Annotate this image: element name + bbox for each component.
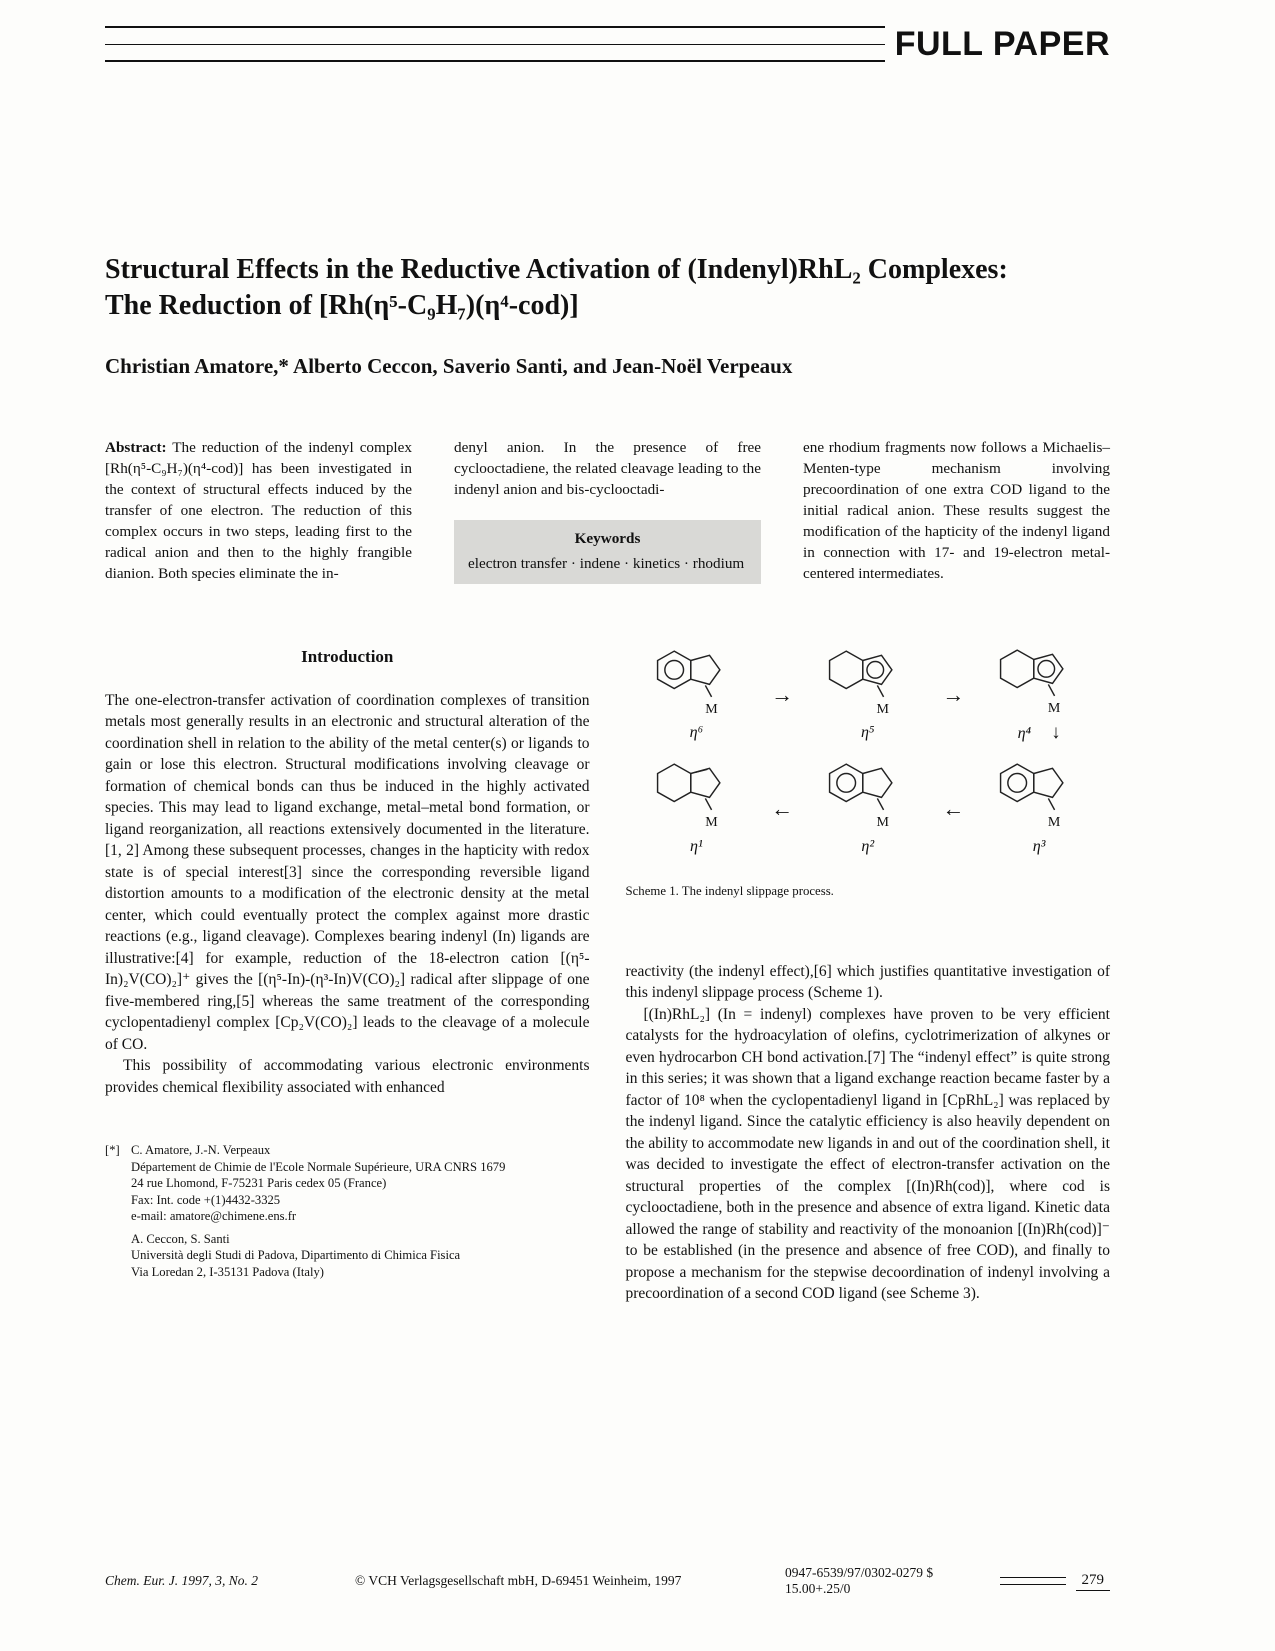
footnote-affil-1: Département de Chimie de l'Ecole Normale Supérieure, URA CNRS 1679 bbox=[131, 1159, 506, 1174]
hapticity-label-eta2: η² bbox=[861, 837, 875, 855]
scheme-1-grid bbox=[633, 646, 1103, 857]
keywords-title: Keywords bbox=[574, 530, 641, 547]
page-number-block bbox=[1000, 1572, 1111, 1591]
footnote-line bbox=[105, 1142, 590, 1159]
arrow-left-icon: ← bbox=[942, 795, 965, 821]
abstract-label: Abstract: bbox=[105, 439, 167, 456]
indenyl-structure-eta6 bbox=[633, 647, 760, 744]
main-body bbox=[105, 646, 1110, 1305]
page-header bbox=[105, 26, 1110, 62]
footnote-author-1: C. Amatore, J.-N. Verpeaux bbox=[131, 1143, 271, 1157]
abstract-col2-text: denyl anion. In the presence of free cyclooctadiene, the related cleavage leading to the indenyl anion and bis-cyclooctadi- bbox=[454, 439, 761, 498]
right-column bbox=[626, 646, 1111, 1305]
page-footer bbox=[105, 1565, 1110, 1597]
metal-label: M bbox=[876, 701, 889, 717]
arrow-right-icon: → bbox=[771, 682, 794, 708]
copyright-notice: © VCH Verlagsgesellschaft mbH, D-69451 Weinheim, 1997 bbox=[355, 1573, 682, 1588]
metal-label: M bbox=[1047, 701, 1061, 716]
footnote-email: e-mail: amatore@chimene.ens.fr bbox=[131, 1209, 297, 1223]
indene-skeleton-icon bbox=[648, 760, 744, 814]
metal-label: M bbox=[705, 815, 718, 830]
indenyl-structure-eta1 bbox=[633, 760, 760, 857]
body-paragraph-3: reactivity (the indenyl effect),[6] which justifies quantitative investigation of this indenyl slippage process (Scheme 1). bbox=[625, 962, 1110, 1001]
hapticity-label-eta4 bbox=[1018, 722, 1061, 745]
footnote-fax: Fax: Int. code +(1)4432-3325 bbox=[131, 1192, 281, 1207]
hapticity-label-eta5: η⁵ bbox=[860, 724, 875, 741]
header-rule-bottom bbox=[105, 60, 885, 62]
metal-label: M bbox=[705, 701, 718, 717]
arrow-right-icon: → bbox=[942, 682, 965, 708]
affiliation-footnote bbox=[105, 1142, 590, 1280]
footnote-address-2: Via Loredan 2, I-35131 Padova (Italy) bbox=[131, 1264, 324, 1279]
right-column-text bbox=[626, 961, 1111, 1305]
hapticity-label-eta1: η¹ bbox=[690, 837, 703, 855]
arrow-left-icon: ← bbox=[771, 795, 794, 821]
scheme-1-figure bbox=[626, 646, 1111, 903]
article-title-line2: The Reduction of [Rh(η⁵-C₉H₇)(η⁴-cod)] bbox=[105, 290, 579, 321]
indenyl-structure-eta2 bbox=[804, 760, 931, 857]
keywords-list: electron transfer · indene · kinetics · rhodium bbox=[468, 555, 745, 572]
indene-skeleton-icon bbox=[820, 647, 916, 701]
indene-skeleton-icon bbox=[991, 760, 1087, 814]
page-number: 279 bbox=[1076, 1572, 1111, 1591]
body-paragraph-4: [(In)RhL₂] (In = indenyl) complexes have proven to be very efficient catalysts for the hydroacylation of olefins, cyclotrimerization of alkynes or even hydrocarbon CH bond activation.[7] The “indenyl effect” is quite strong in this series; it was shown that a ligand exchange reaction became faster by a factor of 10⁸ when the cyclopentadienyl ligand in [CpRhL₂] was replaced by the indenyl ligand. Since the catalytic efficiency is also heavily dependent on the ability to accommodate new ligands in and out of the coordination shell, it was decided to investigate the effect of electron-transfer activation on the structural properties of the complex [(In)Rh(cod)], where cod is cyclooctadiene, both in the presence and absence of extra ligand. Kinetic data allowed the range of stability and reactivity of the monoanion [(In)Rh(cod)]⁻ to be established (in the presence and absence of free COD), and finally to propose a mechanism for the stepwise decoordination of indenyl involving a precoordination of a second COD ligand (see Scheme 3). bbox=[625, 1005, 1110, 1302]
arrow-down-icon: ↓ bbox=[1051, 721, 1061, 743]
metal-label: M bbox=[876, 815, 889, 830]
indenyl-structure-eta4 bbox=[975, 646, 1102, 744]
indenyl-structure-eta3 bbox=[975, 760, 1102, 857]
keywords-box bbox=[454, 520, 761, 584]
abstract-col1-text: The reduction of the indenyl complex [Rh(η⁵-C₉H₇)(η⁴-cod)] has been investigated in the context of structural effects induced by the transfer of one electron. The reduction of this complex occurs in two steps, leading first to the radical anion and then to the highly frangible dianion. Both species eliminate the in- bbox=[105, 439, 412, 582]
section-heading-introduction: Introduction bbox=[301, 647, 394, 666]
article-type-label: FULL PAPER bbox=[894, 25, 1110, 63]
article-title-line1: Structural Effects in the Reductive Activation of (Indenyl)RhL₂ Complexes: bbox=[105, 254, 1008, 285]
footnote-marker: [*] bbox=[105, 1143, 120, 1157]
header-rule-mid bbox=[105, 44, 885, 45]
abstract-section bbox=[105, 437, 1110, 584]
indene-skeleton-icon bbox=[648, 647, 744, 701]
hapticity-label-eta3: η³ bbox=[1032, 837, 1046, 855]
abstract-column-1 bbox=[105, 437, 412, 584]
article-title bbox=[105, 252, 1110, 324]
issn-code: 0947-6539/97/0302-0279 $ 15.00+.25/0 bbox=[785, 1565, 934, 1596]
abstract-column-3: ene rhodium fragments now follows a Michaelis–Menten-type mechanism involving precoordination of one extra COD ligand to the initial radical anion. These results suggest the modification of the hapticity of the indenyl ligand in connection with 17- and 19-electron metal-centered intermediates. bbox=[803, 439, 1110, 582]
footnote-author-2: A. Ceccon, S. Santi bbox=[131, 1231, 230, 1246]
eta4-text: η⁴ bbox=[1017, 724, 1032, 742]
header-rules bbox=[105, 26, 885, 62]
page-number-rules bbox=[1000, 1577, 1066, 1585]
indene-skeleton-icon bbox=[820, 760, 916, 814]
hapticity-label-eta6: η⁶ bbox=[689, 724, 704, 741]
header-rule-top bbox=[105, 26, 885, 28]
author-list: Christian Amatore,* Alberto Ceccon, Saverio Santi, and Jean-Noël Verpeaux bbox=[105, 354, 793, 378]
footnote-affil-2: Università degli Studi di Padova, Dipartimento di Chimica Fisica bbox=[131, 1248, 461, 1262]
journal-citation: Chem. Eur. J. 1997, 3, No. 2 bbox=[105, 1573, 258, 1588]
indene-skeleton-icon bbox=[991, 646, 1087, 700]
footnote-address-1: 24 rue Lhomond, F-75231 Paris cedex 05 (France) bbox=[131, 1176, 387, 1190]
intro-paragraph-1: The one-electron-transfer activation of coordination complexes of transition metals most generally results in an electronic and structural alteration of the coordination shell in relation to the ability of the metal center(s) or ligands to gain or lose this electron. Structural modifications involving cleavage or formation of chemical bonds can thus be induced in the highly activated species. This may lead to ligand exchange, metal–metal bond formation, or ligand reorganization, all reactions extensively documented in the literature.[1, 2] Among these subsequent processes, changes in the hapticity with redox state is of special interest[3] since the corresponding reversible ligand distortion amounts to a modification of the electronic density at the metal center, which could eventually protect the complex against more drastic reactions (e.g., ligand cleavage). Complexes bearing indenyl (In) ligands are illustrative:[4] for example, reduction of the 18-electron cation [(η⁵-In)₂V(CO)₂]⁺ gives the [(η⁵-In)-(η³-In)V(CO)₂] radical after slippage of one five-membered ring,[5] whereas the same treatment of the corresponding cyclopentadienyl complex [Cp₂V(CO)₂] leads to the cleavage of a molecule of CO. bbox=[105, 691, 590, 1053]
indenyl-structure-eta5 bbox=[804, 647, 931, 744]
scheme-1-caption: Scheme 1. The indenyl slippage process. bbox=[625, 884, 834, 898]
abstract-column-2 bbox=[454, 437, 761, 584]
metal-label: M bbox=[1047, 815, 1061, 830]
intro-paragraph-2: This possibility of accommodating various electronic environments provides chemical flexibility associated with enhanced bbox=[105, 1057, 590, 1096]
left-column bbox=[105, 646, 590, 1305]
